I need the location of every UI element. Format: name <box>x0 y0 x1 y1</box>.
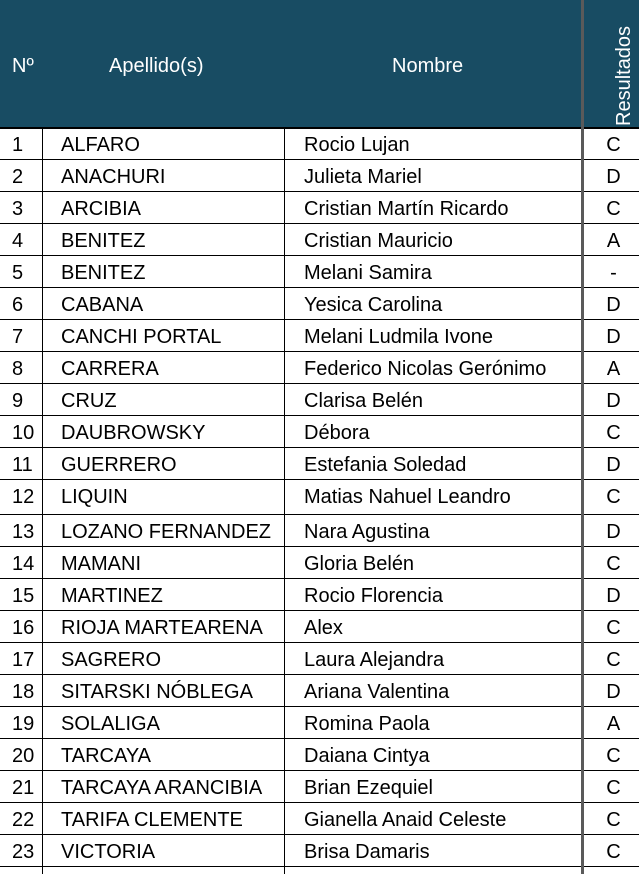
row-apellido: SITARSKI NÓBLEGA <box>61 681 253 703</box>
table-row <box>0 611 639 643</box>
row-number: 4 <box>12 230 24 252</box>
row-nombre: Melani Ludmila Ivone <box>304 326 493 348</box>
row-resultado: C <box>606 841 621 863</box>
row-number: 21 <box>12 777 35 799</box>
row-nombre: Julieta Mariel <box>304 166 422 188</box>
row-resultado: C <box>606 422 621 444</box>
row-number: 6 <box>12 294 24 316</box>
row-apellido: SAGRERO <box>61 649 162 671</box>
table-row <box>0 707 639 739</box>
row-apellido: RIOJA MARTEARENA <box>61 617 263 639</box>
row-resultado: D <box>606 681 621 703</box>
row-number: 5 <box>12 262 24 284</box>
row-number: 16 <box>12 617 35 639</box>
row-resultado: D <box>606 521 621 543</box>
row-resultado: C <box>606 617 621 639</box>
row-apellido: BENITEZ <box>61 262 146 284</box>
row-resultado: C <box>606 649 621 671</box>
row-apellido: DAUBROWSKY <box>61 422 206 444</box>
row-number: 20 <box>12 745 35 767</box>
row-nombre: Estefania Soledad <box>304 454 467 476</box>
row-resultado: D <box>606 326 621 348</box>
row-resultado: C <box>606 134 621 156</box>
row-nombre: Yesica Carolina <box>304 294 443 316</box>
row-nombre: Melani Samira <box>304 262 432 284</box>
table-row <box>0 547 639 579</box>
row-number: 19 <box>12 713 35 735</box>
row-nombre: Cristian Mauricio <box>304 230 453 252</box>
table-row <box>0 448 639 480</box>
row-apellido: SOLALIGA <box>61 713 160 735</box>
row-nombre: Laura Alejandra <box>304 649 445 671</box>
row-number: 13 <box>12 521 35 543</box>
row-resultado: D <box>606 166 621 188</box>
row-apellido: CANCHI PORTAL <box>61 326 222 348</box>
row-nombre: Brisa Damaris <box>304 841 430 863</box>
column-divider <box>284 128 285 874</box>
row-apellido: BENITEZ <box>61 230 146 252</box>
row-number: 22 <box>12 809 35 831</box>
row-apellido: ANACHURI <box>61 166 166 188</box>
row-nombre: Federico Nicolas Gerónimo <box>304 358 547 380</box>
header-divider <box>0 127 639 129</box>
row-apellido: MARTINEZ <box>61 585 163 607</box>
row-nombre: Matias Nahuel Leandro <box>304 486 511 508</box>
table-row <box>0 675 639 707</box>
row-apellido: ARCIBIA <box>61 198 142 220</box>
row-resultado: C <box>606 777 621 799</box>
row-number: 23 <box>12 841 35 863</box>
row-resultado: D <box>606 454 621 476</box>
row-resultado: - <box>610 262 617 284</box>
row-nombre: Clarisa Belén <box>304 390 423 412</box>
table-row <box>0 288 639 320</box>
row-number: 1 <box>12 134 24 156</box>
row-resultado: C <box>606 553 621 575</box>
row-nombre: Nara Agustina <box>304 521 430 543</box>
row-number: 18 <box>12 681 35 703</box>
row-resultado: C <box>606 809 621 831</box>
table-row <box>0 224 639 256</box>
table-row <box>0 320 639 352</box>
table-header <box>0 0 639 128</box>
row-apellido: LOZANO FERNANDEZ <box>61 521 272 543</box>
row-apellido: CABANA <box>61 294 144 316</box>
row-nombre: Gloria Belén <box>304 553 415 575</box>
row-apellido: MAMANI <box>61 553 141 575</box>
row-number: 10 <box>12 422 35 444</box>
header-resultados: Resultados <box>613 25 635 126</box>
row-apellido: TARIFA CLEMENTE <box>61 809 243 831</box>
table-row <box>0 160 639 192</box>
row-apellido: CRUZ <box>61 390 117 412</box>
table-row <box>0 352 639 384</box>
row-nombre: Alex <box>304 617 343 639</box>
row-number: 2 <box>12 166 24 188</box>
column-divider <box>42 128 43 874</box>
row-apellido: LIQUIN <box>61 486 128 508</box>
row-resultado: A <box>606 358 621 380</box>
table-row <box>0 579 639 611</box>
table-row <box>0 771 639 803</box>
table-row <box>0 643 639 675</box>
row-apellido: ALFARO <box>61 134 140 156</box>
row-number: 9 <box>12 390 24 412</box>
row-number: 3 <box>12 198 24 220</box>
row-resultado: A <box>606 713 621 735</box>
row-nombre: Ariana Valentina <box>304 681 450 703</box>
row-resultado: A <box>606 230 621 252</box>
row-resultado: C <box>606 486 621 508</box>
row-number: 7 <box>12 326 24 348</box>
row-nombre: Rocio Lujan <box>304 134 410 156</box>
row-apellido: VICTORIA <box>61 841 156 863</box>
row-number: 15 <box>12 585 35 607</box>
table-row <box>0 515 639 547</box>
row-number: 12 <box>12 486 35 508</box>
column-divider-thick <box>581 0 584 874</box>
row-number: 14 <box>12 553 35 575</box>
row-number: 11 <box>12 454 33 476</box>
row-nombre: Débora <box>304 422 370 444</box>
row-nombre: Daiana Cintya <box>304 745 430 767</box>
row-nombre: Romina Paola <box>304 713 430 735</box>
header-number: Nº <box>12 55 34 77</box>
table-row <box>0 480 639 515</box>
row-resultado: C <box>606 198 621 220</box>
table-row <box>0 803 639 835</box>
row-resultado: C <box>606 745 621 767</box>
table-row <box>0 384 639 416</box>
table-row <box>0 835 639 867</box>
header-apellido: Apellido(s) <box>109 55 204 77</box>
row-number: 8 <box>12 358 24 380</box>
row-apellido: TARCAYA ARANCIBIA <box>61 777 263 799</box>
row-nombre: Gianella Anaid Celeste <box>304 809 507 831</box>
row-nombre: Cristian Martín Ricardo <box>304 198 509 220</box>
table-row <box>0 256 639 288</box>
table-row <box>0 192 639 224</box>
row-number: 17 <box>12 649 35 671</box>
row-nombre: Rocio Florencia <box>304 585 443 607</box>
row-apellido: GUERRERO <box>61 454 177 476</box>
row-nombre: Brian Ezequiel <box>304 777 433 799</box>
row-resultado: D <box>606 585 621 607</box>
row-apellido: CARRERA <box>61 358 159 380</box>
table-row <box>0 416 639 448</box>
row-resultado: D <box>606 390 621 412</box>
table-row <box>0 128 639 160</box>
header-nombre: Nombre <box>392 55 464 77</box>
row-apellido: TARCAYA <box>61 745 152 767</box>
row-resultado: D <box>606 294 621 316</box>
table-row <box>0 739 639 771</box>
